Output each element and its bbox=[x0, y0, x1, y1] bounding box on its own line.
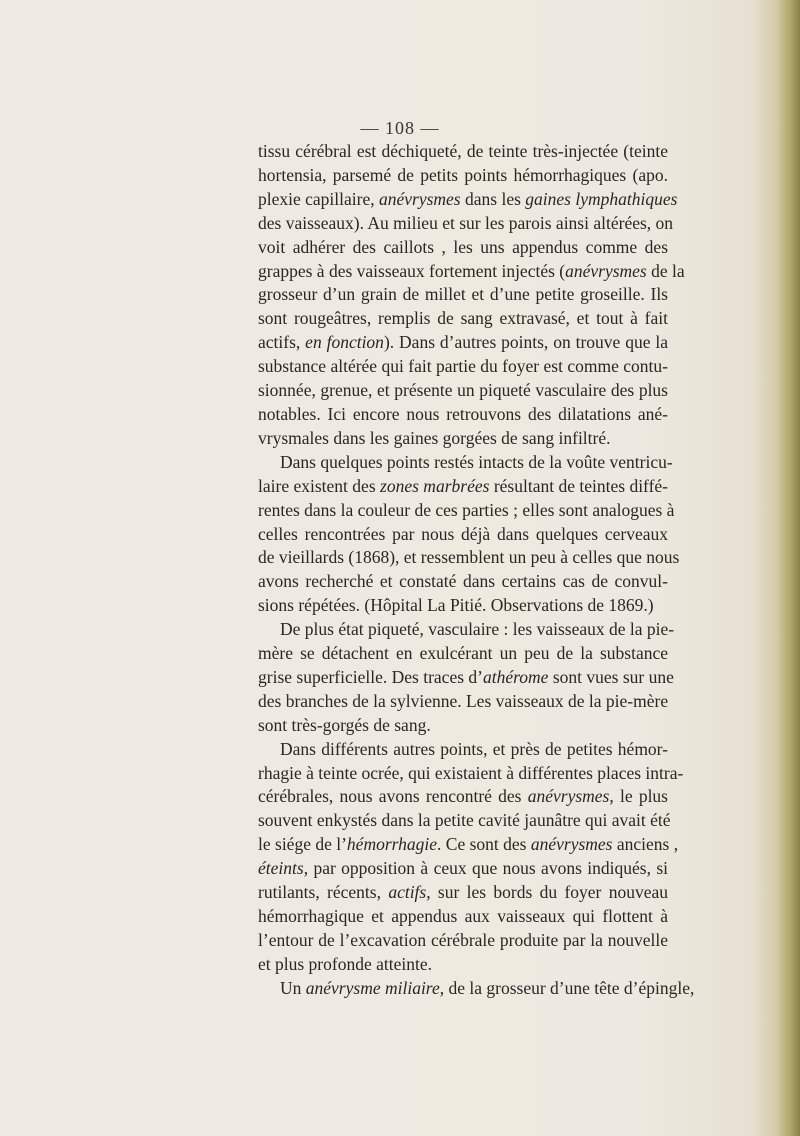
text-segment: , sur les bords du foyer nouveau bbox=[426, 882, 668, 903]
text-segment: tissu cérébral est déchiqueté, de teinte très-injectée (teinte bbox=[258, 141, 668, 161]
italic-text: gaines lymphathiques bbox=[525, 188, 678, 209]
text-segment: sont vues sur une bbox=[548, 666, 674, 687]
text-line bbox=[258, 690, 668, 714]
text-line bbox=[258, 283, 668, 307]
italic-text: anévrysmes bbox=[378, 188, 461, 209]
text-line bbox=[258, 594, 668, 618]
text-line bbox=[258, 164, 668, 188]
text-segment: laire existent des bbox=[258, 475, 381, 496]
text-segment: , de la grosseur d’une tête d’épingle, bbox=[439, 977, 695, 998]
text-segment: hémorrhagique et appendus aux vaisseaux qui flottent à bbox=[258, 906, 668, 926]
text-line bbox=[258, 475, 668, 499]
text-segment: , par opposition à ceux que nous avons indiqués, si bbox=[303, 858, 668, 879]
text-segment: rutilants, récents, bbox=[258, 882, 389, 903]
text-segment: mère se détachent en exulcérant un peu de la substance bbox=[258, 643, 668, 664]
text-segment: Dans quelques points restés intacts de la voûte ventricu- bbox=[280, 451, 673, 472]
text-segment: plexie capillaire, bbox=[258, 188, 379, 209]
text-line bbox=[258, 140, 668, 164]
text-segment: hortensia, parsemé de petits points hémorrhagiques (apo. bbox=[258, 164, 668, 185]
text-line bbox=[258, 570, 668, 594]
italic-text: hémorrhagie bbox=[346, 834, 438, 855]
text-line bbox=[258, 427, 668, 451]
text-segment: celles rencontrées par nous déjà dans quelques cerveaux bbox=[258, 523, 668, 544]
text-segment: l’entour de l’excavation cérébrale produite par la nouvelle bbox=[258, 929, 668, 950]
text-line bbox=[258, 618, 675, 642]
text-segment: rhagie à teinte ocrée, qui existaient à différentes places intra- bbox=[258, 762, 684, 783]
text-segment: anciens , bbox=[612, 834, 679, 855]
page-edge-shadow bbox=[778, 0, 800, 1136]
text-line bbox=[258, 953, 668, 977]
text-line bbox=[258, 738, 668, 762]
text-segment: des vaisseaux). Au milieu et sur les parois ainsi altérées, on bbox=[258, 212, 674, 233]
italic-text: éteints bbox=[258, 858, 304, 879]
text-segment: Un bbox=[280, 977, 306, 998]
text-segment: vrysmales dans les gaines gorgées de sang infiltré. bbox=[258, 427, 611, 448]
text-line bbox=[258, 857, 668, 881]
text-line bbox=[258, 307, 668, 331]
text-line bbox=[258, 379, 668, 403]
text-segment: de vieillards (1868), et ressemblent un peu à celles que nous bbox=[258, 547, 680, 568]
text-segment: , le plus bbox=[609, 786, 668, 807]
italic-text: anévrysmes bbox=[565, 260, 647, 281]
text-segment: résultant de teintes diffé- bbox=[489, 475, 668, 496]
text-segment: Dans différents autres points, et près de petites hémor- bbox=[280, 738, 668, 759]
text-segment: voit adhérer des caillots , les uns appendus comme des bbox=[258, 236, 668, 257]
text-segment: . Ce sont des bbox=[437, 834, 531, 855]
text-segment: grappes à des vaisseaux fortement injectés ( bbox=[258, 260, 566, 281]
text-line bbox=[258, 212, 674, 236]
text-segment: de la bbox=[646, 260, 685, 281]
text-line bbox=[258, 929, 668, 953]
body-text bbox=[258, 140, 695, 1001]
text-segment: sont très-gorgés de sang. bbox=[258, 714, 431, 735]
italic-text: en fonction bbox=[305, 332, 384, 353]
text-line bbox=[258, 236, 668, 260]
text-segment: actifs, bbox=[258, 332, 306, 353]
text-line bbox=[258, 260, 685, 284]
text-segment: dans les bbox=[460, 188, 526, 209]
text-line bbox=[258, 188, 678, 212]
text-segment: grosseur d’un grain de millet et d’une petite groseille. Ils bbox=[258, 284, 668, 305]
text-segment: substance altérée qui fait partie du foyer est comme contu- bbox=[258, 356, 668, 377]
italic-text: zones marbrées bbox=[380, 475, 490, 496]
italic-text: athérome bbox=[482, 666, 549, 687]
text-segment: notables. Ici encore nous retrouvons des dilatations ané- bbox=[258, 403, 668, 424]
text-line bbox=[258, 642, 668, 666]
text-line bbox=[258, 666, 674, 690]
italic-text: anévrysme miliaire bbox=[305, 977, 440, 998]
italic-text: actifs bbox=[388, 882, 427, 903]
text-line bbox=[258, 785, 668, 809]
italic-text: anévrysmes bbox=[527, 786, 610, 807]
text-segment: et plus profonde atteinte. bbox=[258, 953, 432, 974]
page-number: — 108 — bbox=[360, 118, 440, 138]
text-line bbox=[258, 355, 668, 379]
text-line bbox=[258, 905, 668, 929]
text-segment: De plus état piqueté, vasculaire : les vaisseaux de la pie- bbox=[280, 619, 675, 640]
text-segment: cérébrales, nous avons rencontré des bbox=[258, 786, 528, 807]
text-line bbox=[258, 331, 668, 355]
text-segment: le siége de l’ bbox=[258, 834, 347, 855]
text-line bbox=[258, 977, 695, 1001]
text-line bbox=[258, 499, 675, 523]
text-line bbox=[258, 546, 680, 570]
text-line bbox=[258, 833, 679, 857]
text-segment: sont rougeâtres, remplis de sang extravasé, et tout à fait bbox=[258, 308, 668, 329]
text-segment: grise superficielle. Des traces d’ bbox=[258, 666, 483, 687]
text-segment: rentes dans la couleur de ces parties ; elles sont analogues à bbox=[258, 499, 675, 520]
text-line bbox=[258, 451, 673, 475]
text-line bbox=[258, 762, 684, 786]
text-segment: avons recherché et constaté dans certains cas de convul- bbox=[258, 571, 668, 592]
text-line bbox=[258, 881, 668, 905]
text-segment: des branches de la sylvienne. Les vaisseaux de la pie-mère bbox=[258, 690, 669, 711]
text-line bbox=[258, 523, 668, 547]
text-segment: sionnée, grenue, et présente un piqueté vasculaire des plus bbox=[258, 380, 668, 401]
text-segment: souvent enkystés dans la petite cavité jaunâtre qui avait été bbox=[258, 810, 671, 831]
text-line bbox=[258, 809, 671, 833]
text-segment: sions répétées. (Hôpital La Pitié. Observations de 1869.) bbox=[258, 595, 654, 616]
italic-text: anévrysmes bbox=[530, 834, 613, 855]
text-line bbox=[258, 714, 668, 738]
text-line bbox=[258, 403, 668, 427]
text-segment: ). Dans d’autres points, on trouve que la bbox=[383, 332, 668, 353]
